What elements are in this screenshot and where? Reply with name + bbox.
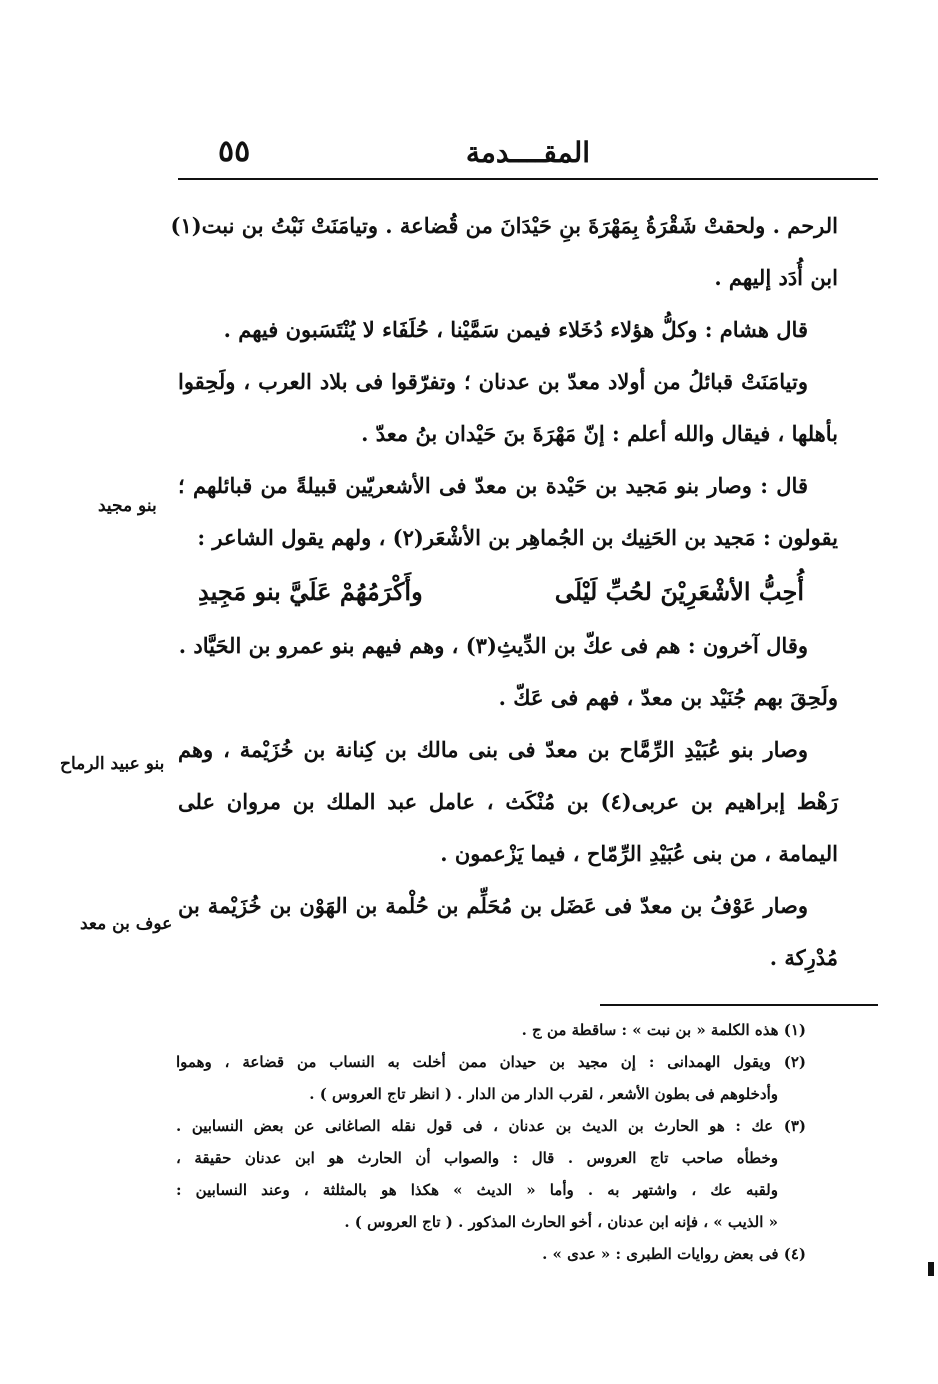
text-line: مُدْرِكة . bbox=[769, 945, 838, 970]
verse-hemistich-first: أُحِبُّ الأشْعَرِيْنَ لحُبِّ لَيْلَى bbox=[554, 577, 804, 606]
header-rule bbox=[178, 178, 878, 180]
poetry-verse bbox=[178, 564, 838, 620]
text-line: وتيامَنَتْ قبائلُ من أولاد معدّ بن عدنان ؛ وتفرّقوا فى بلاد العرب ، ولَحِقوا bbox=[178, 369, 808, 394]
scan-edge-mark bbox=[928, 1262, 934, 1276]
footnote-rule bbox=[600, 1004, 878, 1006]
text-line: يقولون : مَجيد بن الحَنِيك بن الجُماهِر بن الأشْعَر(٢) ، ولهم يقول الشاعر : bbox=[197, 525, 838, 550]
footnote-line: وخطأه صاحب تاج العروس . قال : والصواب أن الحارث هو ابن عدنان حقيقة ، bbox=[176, 1149, 778, 1167]
footnote-line: (١) هذه الكلمة « بن نبت » : ساقطة من ج . bbox=[521, 1021, 806, 1039]
page-header bbox=[178, 130, 878, 174]
text-line: وصار عَوْفُ بن معدّ فى عَضَل بن مُحَلِّم بن حُلْمة بن الهَوْن بن خُزَيْمة بن bbox=[178, 893, 808, 918]
margin-note-bani-majid: بنو مجيد bbox=[98, 496, 157, 516]
page-number: ٥٥ bbox=[218, 134, 251, 169]
text-line: قال هشام : وكلُّ هؤلاء دُخَلاء فيمن سَمَّيْنا ، حُلَفَاء لا يُنْتَسَبون فيهم . bbox=[223, 317, 808, 342]
text-line: الرحم . ولحقتْ شَقْرَةُ بِمَهْرَةَ بنِ حَيْدَانَ من قُضاعة . وتيامَنَتْ نَبْتُ بن نبت(١) bbox=[170, 213, 838, 238]
text-line: ولَحِقَ بهم جُنَيْد بن معدّ ، فهم فى عَكّ . bbox=[498, 685, 838, 710]
footnote-line: (٣) عك : هو الحارث بن الديث بن عدنان ، فى قول نقله الصاغانى عن بعض النسابين . bbox=[176, 1117, 806, 1135]
margin-note-awf: عوف بن معد bbox=[80, 914, 173, 934]
footnote-line: « الذيب » ، فإنه ابن عدنان ، أخو الحارث المذكور . ( تاج العروس ) . bbox=[344, 1213, 778, 1231]
footnote-line: وأدخلوهم فى بطون الأشعر ، لقرب الدار من الدار . ( انظر تاج العروس ) . bbox=[309, 1085, 778, 1103]
text-line: ابن أُدَد إليهم . bbox=[714, 265, 838, 290]
running-title: المقــــدمة bbox=[465, 136, 591, 169]
footnote-line: (٤) فى بعض روايات الطبرى : « عدى » . bbox=[542, 1245, 806, 1263]
main-text bbox=[170, 200, 838, 984]
text-line: وصار بنو عُبَيْدِ الرِّمَّاح بن معدّ فى بنى مالك بن كِنانة بن خُزَيْمة ، وهم bbox=[178, 737, 808, 762]
footnotes bbox=[176, 1014, 806, 1270]
text-line: رَهْط إبراهيم بن عربى(٤) بن مُنْكَث ، عامل عبد الملك بن مروان على bbox=[178, 789, 838, 814]
footnote-line: ولقبه عك ، واشتهر به . وأما « الديث » هكذا هو بالمثلثة ، وعند النسابين : bbox=[176, 1181, 778, 1199]
verse-hemistich-second: وأَكْرَمُهُمْ عَلَيَّ بنو مَجِيدِ bbox=[198, 577, 423, 606]
text-line: قال : وصار بنو مَجيد بن حَيْدة بن معدّ فى الأشعريّين قبيلةً من قبائلهم ؛ bbox=[178, 473, 808, 498]
margin-note-bani-ubayd: بنو عبيد الرماح bbox=[60, 754, 165, 774]
text-line: اليمامة ، من بنى عُبَيْدِ الرِّمّاح ، فيما يَزْعمون . bbox=[440, 841, 838, 866]
text-line: وقال آخرون : هم فى عكّ بن الدِّيثِ(٣) ، وهم فيهم بنو عمرو بن الحَيَّاد . bbox=[178, 633, 808, 658]
footnote-line: (٢) ويقول الهمدانى : إن مجيد بن حيدان ممن أخلت به النساب من قضاعة ، وهموا bbox=[176, 1053, 806, 1071]
text-line: بأهلها ، فيقال والله أعلم : إنّ مَهْرَةَ بنَ حَيْدان بنُ معدّ . bbox=[361, 421, 838, 446]
